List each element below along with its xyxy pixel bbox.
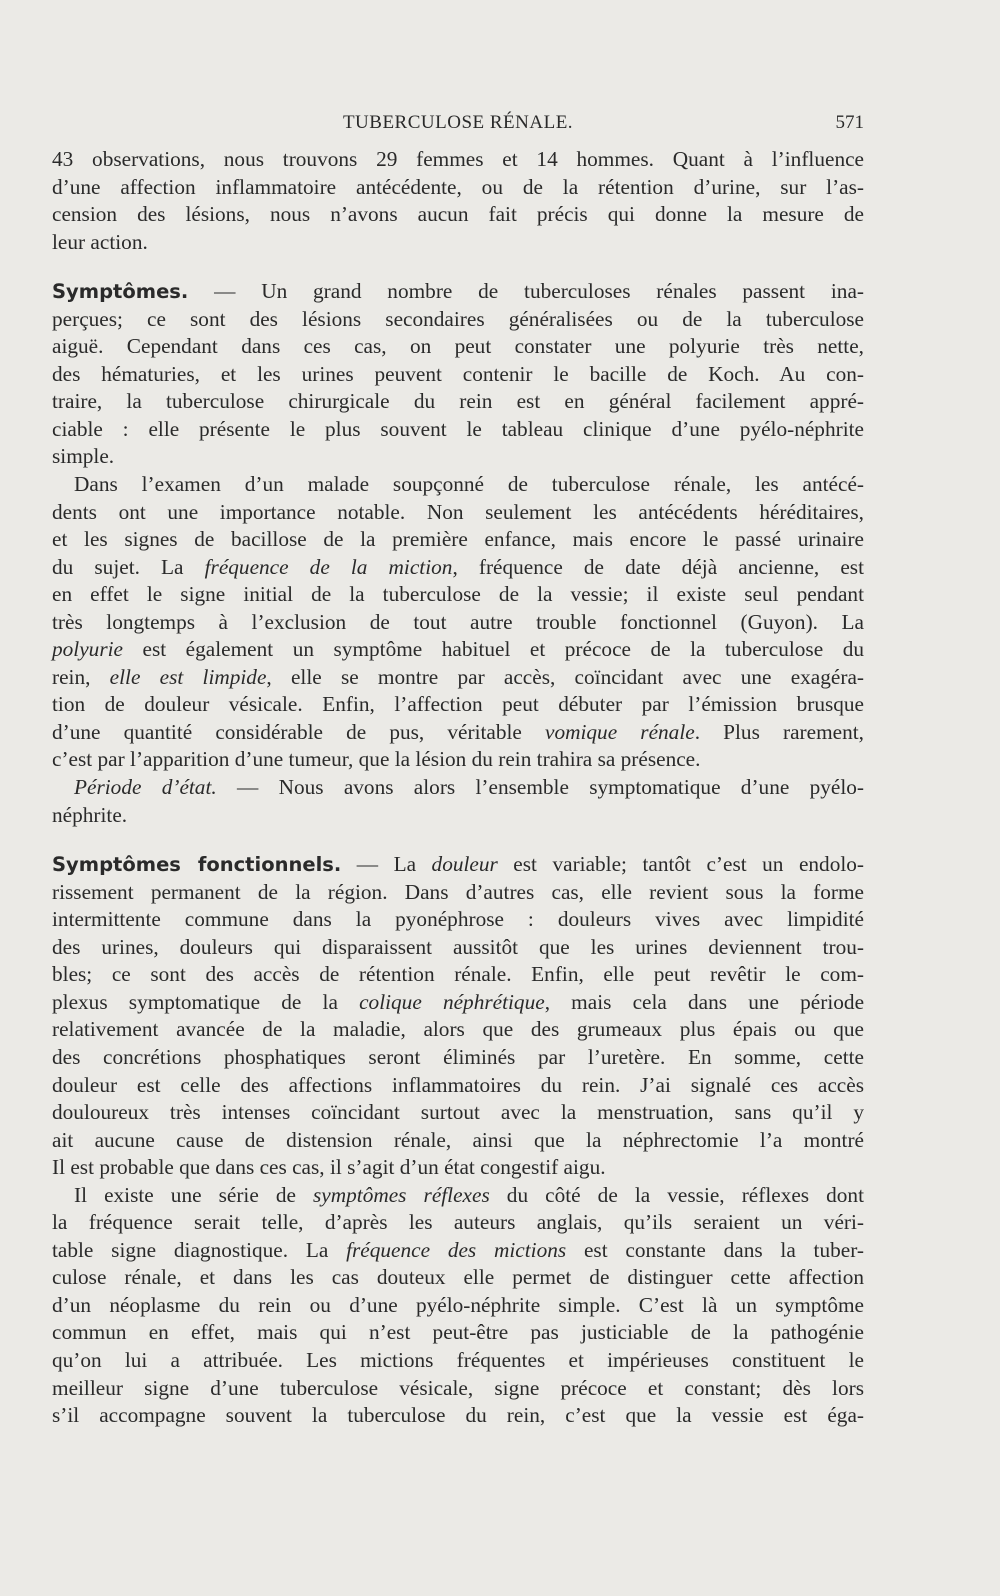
text-run: d’une quantité considérable de pus, véritable [52,719,546,744]
text-line: Il est probable que dans ces cas, il s’agit d’un état congestif aigu. [52,1155,606,1180]
section-symptomes-fonctionnels [52,851,864,1182]
italic-term: fréquence des mictions [346,1237,567,1262]
paragraph-intro [52,146,864,256]
text-line: la fréquence serait telle, d’après les auteurs anglais, qu’ils seraient un véri- [52,1210,864,1235]
paragraph-periode [52,774,864,829]
running-head [52,112,864,142]
text-line: dents ont une importance notable. Non seulement les antécédents héréditaires, [52,499,864,524]
italic-term: elle est limpide [109,664,267,689]
text-line: Dans l’examen d’un malade soupçonné de tuberculose rénale, les antécé- [74,472,864,497]
text-line: et les signes de bacillose de la première enfance, mais encore le passé urinaire [52,527,864,552]
paragraph-examen [52,471,864,774]
text-run: du sujet. La [52,554,205,579]
text-run: du côté de la vessie, réflexes dont [489,1182,865,1207]
text-line: perçues; ce sont des lésions secondaires généralisées ou de la tuberculose [52,306,864,331]
text-run: . Plus rarement, [694,719,864,744]
text-line: douloureux très intenses coïncidant surtout avec la menstruation, sans qu’il y [52,1100,864,1125]
text-line: relativement avancée de la maladie, alors que des grumeaux plus épais ou que [52,1017,864,1042]
paragraph-reflexes [52,1182,864,1430]
text-line: des urines, douleurs qui disparaissent aussitôt que les urines deviennent trou- [52,934,864,959]
running-title: TUBERCULOSE RÉNALE. [342,112,574,133]
text-line: c’est par l’apparition d’une tumeur, que la lésion du rein trahira sa présence. [52,747,701,772]
text-run: , elle se montre par accès, coïncidant avec une exagéra- [266,664,864,689]
text-line: aiguë. Cependant dans ces cas, on peut constater une polyurie très nette, [52,334,864,359]
text-run: est constante dans la tuber- [566,1237,864,1262]
italic-term: fréquence de la miction [204,554,453,579]
text-run: table signe diagnostique. La [52,1237,347,1262]
text-line: rissement permanent de la région. Dans d’autres cas, elle revient sous la forme [52,879,864,904]
text-line: très longtemps à l’exclusion de tout autre trouble fonctionnel (Guyon). La [52,609,864,634]
text-line: d’une affection inflammatoire antécédente, ou de la rétention d’urine, sur l’as- [52,174,864,199]
page-body [52,146,864,1430]
text-run: plexus symptomatique de la [52,989,360,1014]
text-line: meilleur signe d’une tuberculose vésicale, signe précoce et constant; dès lors [52,1375,864,1400]
text-line: douleur est celle des affections inflammatoires du rein. J’ai signalé ces accès [52,1072,864,1097]
italic-term: Période d’état. [74,775,217,800]
page-number: 571 [835,112,864,133]
text-line: culose rénale, et dans les cas douteux elle permet de distinguer cette affection [52,1265,864,1290]
italic-term: douleur [431,852,498,877]
text-line: qu’on lui a attribuée. Les mictions fréquentes et impérieuses constituent le [52,1347,864,1372]
text-run: est également un symptôme habituel et précoce de la tuberculose du [122,637,864,662]
text-line: leur action. [52,229,148,254]
text-line: simple. [52,444,115,469]
text-run: — Un grand nombre de tuberculoses rénales passent ina- [188,279,864,304]
text-line: intermittente commune dans la pyonéphrose : douleurs vives avec limpidité [52,907,864,932]
text-run: , mais cela dans une période [544,989,865,1014]
text-line: en effet le signe initial de la tuberculose de la vessie; il existe seul pendant [52,582,864,607]
section-heading: Symptômes. [52,280,189,304]
text-line: tion de douleur vésicale. Enfin, l’affection peut débuter par l’émission brusque [52,692,864,717]
italic-term: polyurie [52,637,123,662]
text-line: 43 observations, nous trouvons 29 femmes et 14 hommes. Quant à l’influence [52,147,864,171]
text-run: Il existe une série de [74,1182,314,1207]
text-line: ait aucune cause de distension rénale, ainsi que la néphrectomie l’a montré [52,1127,864,1152]
text-line: néphrite. [52,802,128,827]
italic-term: colique néphrétique [359,989,545,1014]
text-line: des hématuries, et les urines peuvent contenir le bacille de Koch. Au con- [52,361,864,386]
text-line: traire, la tuberculose chirurgicale du rein est en général facilement appré- [52,389,864,414]
text-line: bles; ce sont des accès de rétention rénale. Enfin, elle peut revêtir le com- [52,962,864,987]
text-line: cension des lésions, nous n’avons aucun fait précis qui donne la mesure de [52,202,864,227]
text-line: d’un néoplasme du rein ou d’une pyélo-néphrite simple. C’est là un symptôme [52,1292,864,1317]
text-run: — La [341,852,432,877]
italic-term: vomique rénale [545,719,695,744]
text-line: des concrétions phosphatiques seront éliminés par l’uretère. En somme, cette [52,1044,864,1069]
text-run: — Nous avons alors l’ensemble symptomatique d’une pyélo- [216,775,864,800]
text-line: commun en effet, mais qui n’est peut-être pas justiciable de la pathogénie [52,1320,864,1345]
italic-term: symptômes réflexes [313,1182,490,1207]
text-run: , fréquence de date déjà ancienne, est [452,554,865,579]
text-line: s’il accompagne souvent la tuberculose du rein, c’est que la vessie est éga- [52,1403,864,1428]
text-line: ciable : elle présente le plus souvent le tableau clinique d’une pyélo-néphrite [52,416,864,441]
text-run: est variable; tantôt c’est un endolo- [497,852,865,877]
text-run: rein, [52,664,110,689]
section-symptomes [52,278,864,471]
section-heading: Symptômes fonctionnels. [52,853,342,877]
